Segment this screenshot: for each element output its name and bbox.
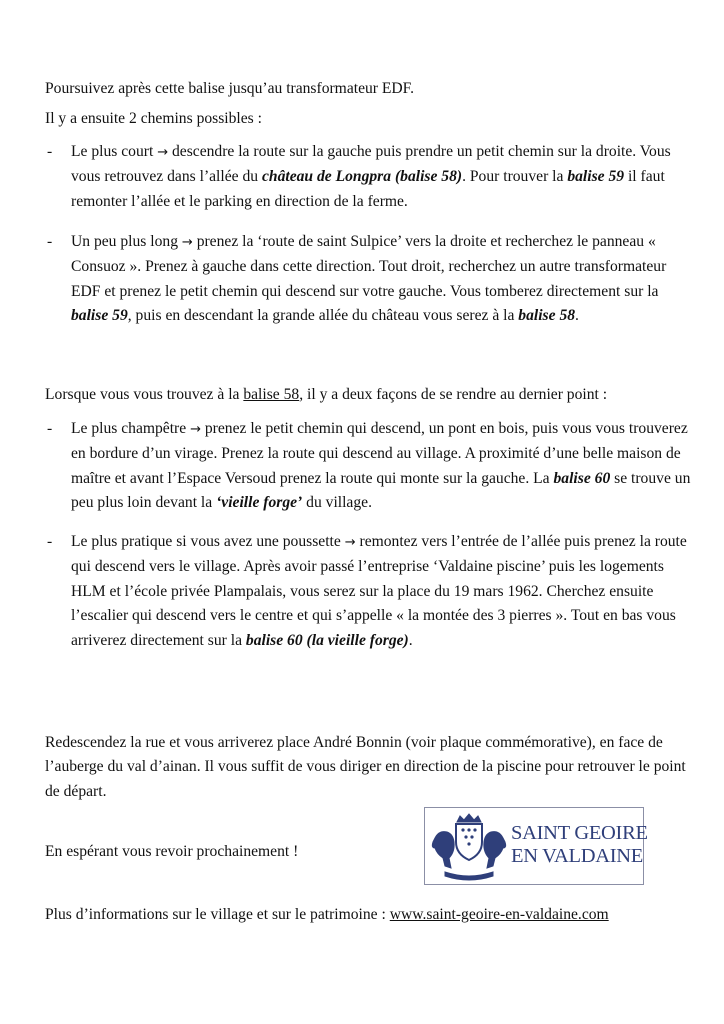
bold-balise-60: balise 60	[553, 469, 611, 487]
coat-of-arms-icon	[427, 808, 511, 884]
arrow-right-icon: →	[344, 535, 356, 550]
list-item-plus-long: Un peu plus long → prenez la ‘route de saint Sulpice’ vers la droite et recherchez le panneau « Consuoz ». Prenez à gauche dans cette direction. Tout droit, recherchez un autre transformateur EDF et prenez le petit chemin qui descend sur votre gauche. Vous tomberez directement sur la balise 59, puis en descendant la grande allée du château vous serez à la balise 58.	[71, 233, 667, 325]
bold-balise-59: balise 59	[71, 307, 128, 325]
paragraph-transformateur: Poursuivez après cette balise jusqu’au transformateur EDF.	[45, 80, 414, 97]
underlined-balise-58: balise 58	[243, 386, 300, 403]
paragraph-chemins: Il y a ensuite 2 chemins possibles :	[45, 110, 262, 127]
saint-geoire-logo	[424, 807, 648, 885]
bold-chateau: château de Longpra (balise 58)	[261, 168, 463, 186]
list-dash: -	[47, 420, 53, 437]
logo-text: SAINT GEOIRE EN VALDAINE	[511, 822, 648, 867]
list-item-pratique: Le plus pratique si vous avez une poussette → remontez vers l’entrée de l’allée puis prenez la route qui descend vers le village. Après avoir passé l’entreprise ‘Valdaine piscine’ puis les logements HLM et l’école privée Plampalais, vous serez sur la place du 19 mars 1962. Cherchez ensuite l’escalier qui descend vers le centre et qui s’appelle « la montée des 3 pierres ». Tout en bas vous arriverez directement sur la balise 60 (la vieille forge).	[71, 533, 687, 649]
paragraph-balise-58: Lorsque vous vous trouvez à la balise 58, il y a deux façons de se rendre au dernier point :	[45, 386, 608, 403]
paragraph-redescendez: Redescendez la rue et vous arriverez place André Bonnin (voir plaque commémorative), en face de l’auberge du val d’ainan. Il vous suffit de vous diriger en direction de la piscine pour retrouver le point de départ.	[45, 734, 686, 800]
list-dash: -	[47, 533, 53, 550]
arrow-right-icon: →	[181, 235, 193, 250]
arrow-right-icon: →	[190, 422, 201, 437]
bold-balise-58: balise 58	[518, 307, 576, 325]
list-item-plus-court: Le plus court → descendre la route sur la gauche puis prendre un petit chemin sur la droite. Vous vous retrouvez dans l’allée du château de Longpra (balise 58). Pour trouver la balise 59 il faut remonter l’allée et le parking en direction de la ferme.	[71, 143, 671, 210]
list-dash: -	[47, 233, 53, 250]
bold-balise-59: balise 59	[567, 168, 625, 186]
list-item-champetre: Le plus champêtre → prenez le petit chemin qui descend, un pont en bois, puis vous vous trouverez en bordure d’un virage. Prenez la route qui descend au village. A proximité d’une belle maison de maître et avant l’Espace Versoud prenez la route qui monte sur la gauche. La balise 60 se trouve un peu plus loin devant la ‘vieille forge’ du village.	[71, 420, 691, 512]
paragraph-au-revoir: En espérant vous revoir prochainement !	[45, 843, 299, 860]
website-link[interactable]: www.saint-geoire-en-valdaine.com	[389, 906, 609, 923]
bold-balise-60: balise 60 (la vieille forge)	[245, 631, 409, 649]
list-dash: -	[47, 143, 53, 160]
arrow-right-icon: →	[157, 145, 169, 160]
bold-vieille-forge: ‘vieille forge’	[216, 494, 303, 512]
paragraph-informations: Plus d’informations sur le village et sur le patrimoine : www.saint-geoire-en-valdaine.com	[45, 906, 609, 923]
